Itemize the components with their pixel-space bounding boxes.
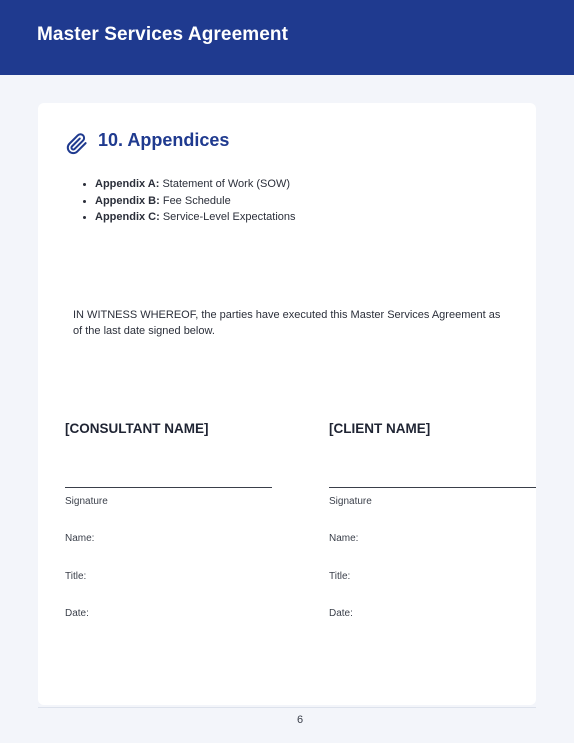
client-title-label: Title: [329, 571, 351, 582]
consultant-name-label: Name: [65, 533, 95, 544]
appendices-card [38, 103, 536, 705]
client-name-label: Name: [329, 533, 359, 544]
paperclip-icon [66, 132, 88, 156]
appendix-list [83, 176, 296, 226]
appendix-key: Appendix B: [95, 194, 160, 207]
consultant-title-label: Title: [65, 571, 87, 582]
section-title: 10. Appendices [98, 130, 230, 150]
appendix-key: Appendix C: [95, 211, 160, 223]
document-header [0, 0, 574, 75]
footer-divider [38, 707, 536, 708]
appendix-text: Service-Level Expectations [162, 211, 296, 223]
appendix-key: Appendix A: [95, 178, 160, 190]
appendix-text: Fee Schedule [162, 194, 231, 207]
witness-clause: IN WITNESS WHEREOF, the parties have executed this Master Services Agreement as of the last date signed below. [73, 309, 501, 337]
client-signature-label: Signature [329, 496, 372, 507]
client-party-name: [CLIENT NAME] [329, 421, 431, 436]
list-item [83, 209, 296, 226]
document-title: Master Services Agreement [37, 24, 289, 45]
client-date-label: Date: [329, 608, 353, 619]
consultant-signature-label: Signature [65, 496, 108, 507]
client-signature-line[interactable] [329, 487, 536, 488]
list-item [83, 176, 296, 193]
list-item [83, 193, 296, 210]
page-number: 6 [296, 714, 304, 726]
consultant-party-name: [CONSULTANT NAME] [65, 421, 209, 436]
appendix-text: Statement of Work (SOW) [162, 178, 290, 190]
consultant-signature-line[interactable] [65, 487, 272, 488]
consultant-date-label: Date: [65, 608, 89, 619]
